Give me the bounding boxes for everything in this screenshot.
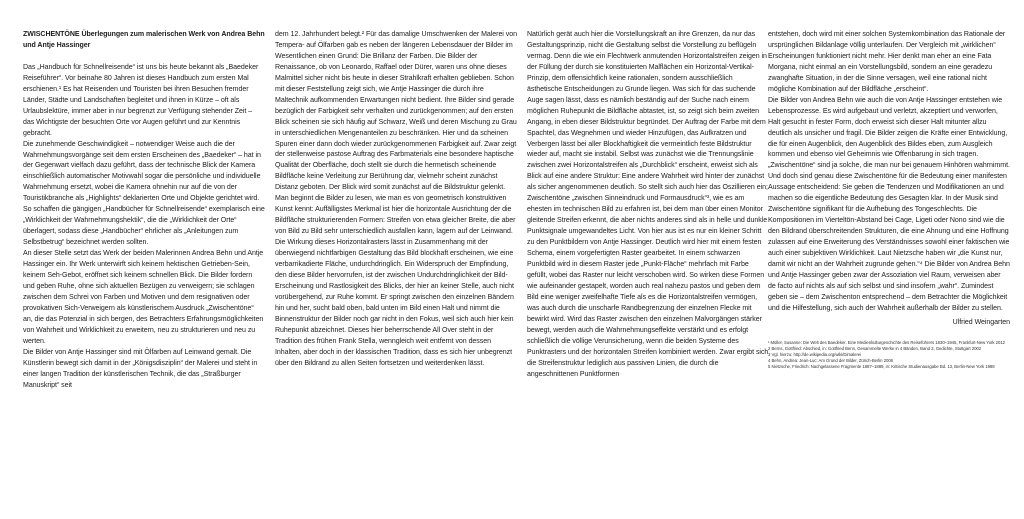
footnote: 5 Nietzsche, Friedrich: Nachgelassene Fragmente 1887–1889, in: Kritische Studienausgabe Bd. 13, Berlin-New York 1988: [768, 364, 995, 370]
paragraph: entstehen, doch wird mit einer solchen Systemkombination das Rationale der ursprünglichen Bildanlage völlig unterlaufen. Der Vergleich mit „wirklichen“ Erscheinungen funktioniert nicht mehr. Hier denkt man eher an eine Fata Morgana, nicht einmal an ein Vorstellungsbild, sondern an eine geradezu zwanghafte Situation, in der die Sinne versagen, weil eine rational nicht mögliche Kombination auf der Bildfläche „erscheint“.: [768, 31, 1006, 93]
author-name: Ulfried Weingarten: [952, 318, 1010, 326]
footnote: 3 Vgl. hierzu: http://de.wikipedia.org/wiki/Dimalerei: [768, 351, 862, 357]
footnotes: [768, 340, 1010, 370]
text-column-2: [275, 30, 517, 370]
paragraph: Die zunehmende Geschwindigkeit – notwendiger Weise auch die der Wahrnehmungsvorgänge seit dem ersten Erscheinen des „Baedeker“ – hat in der Gegenwart vielfach dazu geführt, dass der technische Blick der Kamera einschließlich automatischer Motivwahl sogar die persönliche und individuelle Wahrnehmung ersetzt, wobei die Kamera ohnehin nur auf die von der Touristikbranche als „Highlights“ deklarierten Orte und Objekte gerichtet wird. So schaffen die gängigen „Handbücher für Schnellreisende“ exemplarisch eine „Wirklichkeit der Wahrnehmungshektik“, die die „Wirklichkeit der Orte“ überlagert, sodass diese „Handbücher“ ehrlicher als „Anleitungen zum Selbstbetrug“ bezeichnet werden sollten.: [23, 140, 265, 247]
paragraph: Die Bilder von Antje Hassinger sind mit Ölfarben auf Leinwand gemalt. Die Künstlerin bewegt sich damit in der „Königsdisziplin“ der Malerei und steht in einer langen Tradition der künstlerischen Technik, die das „Straßburger Manuskript“ seit: [23, 348, 258, 389]
paragraph: dem 12. Jahrhundert belegt.² Für das damalige Umschwenken der Malerei von Tempera- auf Ölfarben gab es neben der längeren Lebensdauer der Bilder im Wesentlichen einen Grund: Die Brillanz der Farben. Die Bilder der Renaissance, ob von Leonardo, Raffael oder Dürer, waren uns ohne dieses Malmittel sicher nicht bis heute in dieser Strahlkraft erhalten geblieben. Schon mit dieser Feststellung zeigt sich, wie Antje Hassinger die durch ihre Maltechnik aufkommenden Erwartungen nicht bedient. Ihre Bilder sind gerade bezüglich der Farbigkeit sehr verhalten und zurückgenommen; auf den ersten Blick scheinen sie sich häufig auf Schwarz, Weiß und deren Mischung zu Grau in unterschiedlichen Mengenanteilen zu beschränken. Hier und da scheinen Spuren einer dann doch wieder zurückgenommenen Farbigkeit auf. Zwar zeigt der stellenweise pastose Auftrag des Farbmaterials eine besondere haptische Qualität der Oberfläche, doch stellt sie durch die hermetisch scheinende Bildfläche keine Verleitung zur Berührung dar, vielmehr scheint zunächst Distanz geboten. Der Blick wird somit zunächst auf die Bildstruktur gelenkt. Man beginnt die Bilder zu lesen, wie man es von geometrisch konstruktiven Kunst kennt: Auffälligstes Merkmal ist hier die horizontale Ausrichtung der die Bildfläche strukturierenden Formen: Streifen von etwa gleicher Breite, die aber von Bild zu Bild sehr unterschiedlich ausfallen kann, lagern auf der Leinwand. Die Wirkung dieses Horizontalrasters lässt in Zusammenhang mit der überwiegend nichtfarbigen Gestaltung das Bild blockhaft erscheinen, wie eine verbarrikadierte Fläche, undurchdringlich. Ein Widerspruch der Empfindung, den diese Bilder hervorrufen, ist der zwischen Undurchdringlichkeit der Bild-Erscheinung und Rastlosigkeit des Blicks, der hier an keiner Stelle, auch nicht vorübergehend, zur Ruhe kommt. Er springt zwischen den einzelnen Bändern hin und her, sucht bald oben, bald unten im Bild einen Halt und nimmt die Binnenstruktur der Bilder noch gar nicht in den Fokus, weil sich auch hier kein Ruhepunkt abzeichnet. Dieses hier beherrschende All Over steht in der Tradition des frühen Frank Stella, wenngleich weit entfernt von dessen Inhalten, aber doch in der klassischen Tradition, dass es sich hier unbegrenzt über den Bildrand zu allen Seiten fortsetzen und weiterdenken lässt.: [275, 31, 517, 367]
footnote: 2 Berns, Gottfried: Abschied, in: Gottfried Benn, Gesammelte Werke in 4 Bänden, Band 3, Gedichte, Stuttgart 2002: [768, 345, 982, 351]
text-column-3: [527, 30, 769, 381]
paragraph: Die Bilder von Andrea Behn wie auch die von Antje Hassinger entstehen wie Lebensprozesse. Es wird aufgebaut und verletzt, akzeptiert und verworfen, Halt gesucht in fester Form, doch erweist sich dieser Halt mitunter allzu deutlich als unsicher und fragil. Die Bilder zeigen die Kräfte einer Entwicklung, die für einen Augenblick, den Augenblick des Bildes eben, zum Ausgleich kommen und ebenso viel Geheimnis wie Offenbarung in sich tragen. „Zwischentöne“ sind ja solche, die man nur bei genauem Hinhören wahrnimmt. Und doch sind genau diese Zwischentöne für die Bedeutung einer manifesten Aussage entscheidend: Sie geben die Tendenzen und Modifikationen an und machen so die eigentliche Bedeutung des Gesagten klar. In der Musik sind Zwischentöne signifikant für die Aufhebung des Tongeschlechts. Die Kompositionen im Vierteltön-Abstand bei Cage, Ligeti oder Nono sind wie die den Bildrand überschreitenden Strukturen, die eine Ahnung und eine Hoffnung zulassen auf eine Erweiterung des Verständnisses sowohl einer faktischen wie auch einer subjektiven Wirklichkeit. Laut Nietzsche haben wir „die Kunst nur, damit wir nicht an der Wahrheit zugrunde gehen.“⁴ Die Bilder von Andrea Behn und Antje Hassinger geben zwar der Assoziation viel Raum, verweisen aber de facto auf nichts als auf sich selbst und sind insofern „wahr“. Zumindest geben sie – dem Zwischenton entsprechend – dem Betrachter die Möglichkeit und die Hilfestellung, sich auch der Wahrheit außerhalb der Bilder zu stellen.: [768, 96, 1010, 312]
footnote: ¹ Müller, Susanne: Die Welt des Baedeker. Eine Medienkulturgeschichte des Reiseführers 1830–1945, Frankfurt-New York 2012: [768, 339, 1006, 345]
paragraph: Das „Handbuch für Schnellreisende“ ist uns bis heute bekannt als „Baedeker Reiseführer“. Vor beinahe 80 Jahren ist dieses Handbuch zum ersten Mal erschienen.¹ Es hat Reisenden und Touristen bei ihren Besuchen fremder Länder, Städte und Landschaften begleitet und ihnen in Kürze – oft als Urlaubslektüre, immer aber in nur begrenzt zur Verfügung stehender Zeit – das Wichtigste der besuchten Orte vor Augen geführt und zur Kenntnis gebracht.: [23, 63, 259, 137]
footnote: 4 Behn, Andrea: Jean-Luc: Am Grund der Bilder, Zürich-Berlin 2006: [768, 358, 894, 364]
text-column-4: [768, 30, 1010, 370]
paragraph: Natürlich gerät auch hier die Vorstellungskraft an ihre Grenzen, da nur das Gestaltungsprinzip, nicht die Gestaltung selbst die Vorstellung zu beflügeln vermag. Denn die wie ein Flechtwerk anmutenden Horizontalstreifen zeigen in der Füllung der durch sie konstituierten Malflächen ein Horizontal-Vertikal-Prinzip, dem offensichtlich keine rationalen, sondern ausschließlich ästhetische Entscheidungen zu Grunde liegen. Was sich für das suchende Auge sagen lässt, dass es nämlich beständig auf der Suche nach einem möglichen Ruhepunkt die Bildfläche abtastet, ist, so zeigt sich beim zweiten Angang, in eben dieser Bildstruktur begründet. Der Auftrag der Farbe mit dem Spachtel, das Wegnehmen und wieder Hinzufügen, das Aufkratzen und Verbergen lässt bei aller Blockhaftigkeit die vermeintlich feste Bildstruktur wieder auf, macht sie instabil. Selbst was zunächst wie die Trennungslinie zwischen zwei Horizontalstreifen als „Durchblick“ erscheint, erweist sich als Blick auf eine andere Struktur: Eine andere Wahrheit wird hinter der zunächst als sicher angenommenen deutlich. So stellt sich auch hier das Oszillieren ein; Zwischentöne „zwischen Sinneindruck und Formausdruck“³, wie es am ehesten im technischen Bild zu erfahren ist, bei dem man über einen Monitor gleitende Streifen erkennt, die aber nichts anderes sind als in helle und dunkle Punktsignale umgewandeltes Licht. Von hier aus ist es nur ein kleiner Schritt zu den Punktbildern von Antje Hassinger. Deutlich wird hier mit einem festen Schema, einem vorgefertigten Raster gearbeitet. In einem schwarzen Punktbild wird in diesem Raster jede „Punkt-Fläche“ mehrfach mit Farbe gefüllt, wobei das Raster nur leicht verschoben wird. So wirken diese Formen wie aufeinander gestapelt, worden auch real nahezu pastos und geben dem Bild eine weniger zweifelhafte Tiefe als es die Horizontalstreifen vermögen, was auch durch die unscharfe Randbegrenzung der einzelnen Flecke mit bewirkt wird. Wird das Raster zwischen den einzelnen Malvorgängen stärker bewegt, werden auch die Wahrnehmungseffekte verstärkt und es erfolgt schließlich die völlige Verunsicherung, wenn die beiden Systeme des Punktrasters und der horizontalen Streifen kombiniert werden. Zwar ergibt sich die Streifenstruktur lediglich aus passiven Linien, die durch die angeschnittenen Punktformen: [527, 31, 769, 378]
article-title: ZWISCHENTÖNE Überlegungen zum malerischen Werk von Andrea Behn und Antje Hassinger: [23, 31, 265, 49]
text-column-1: [23, 30, 265, 392]
paragraph: An dieser Stelle setzt das Werk der beiden Malerinnen Andrea Behn und Antje Hassinger ein. Ihr Werk unterwirft sich keinem hektischen Getrieben-Sein, keinem Seh-Gebot, eröffnet sich keinem schnellen Blick. Die Bilder fordern und geben Ruhe, ohne sich aktuellen Bezügen zu verweigern; sie schlagen zwischen dem Schrei von Farben und Motiven und dem resignativen oder provokativen Sich-Verweigern als künstlerischem Ausdruck „Zwischentöne“ an, die das Potenzial in sich bergen, des Betrachters Erfahrungsmöglichkeiten von Wahrheit und Wirklichkeit zu erweitern, neu zu strukturieren und neu zu werten.: [23, 250, 264, 345]
